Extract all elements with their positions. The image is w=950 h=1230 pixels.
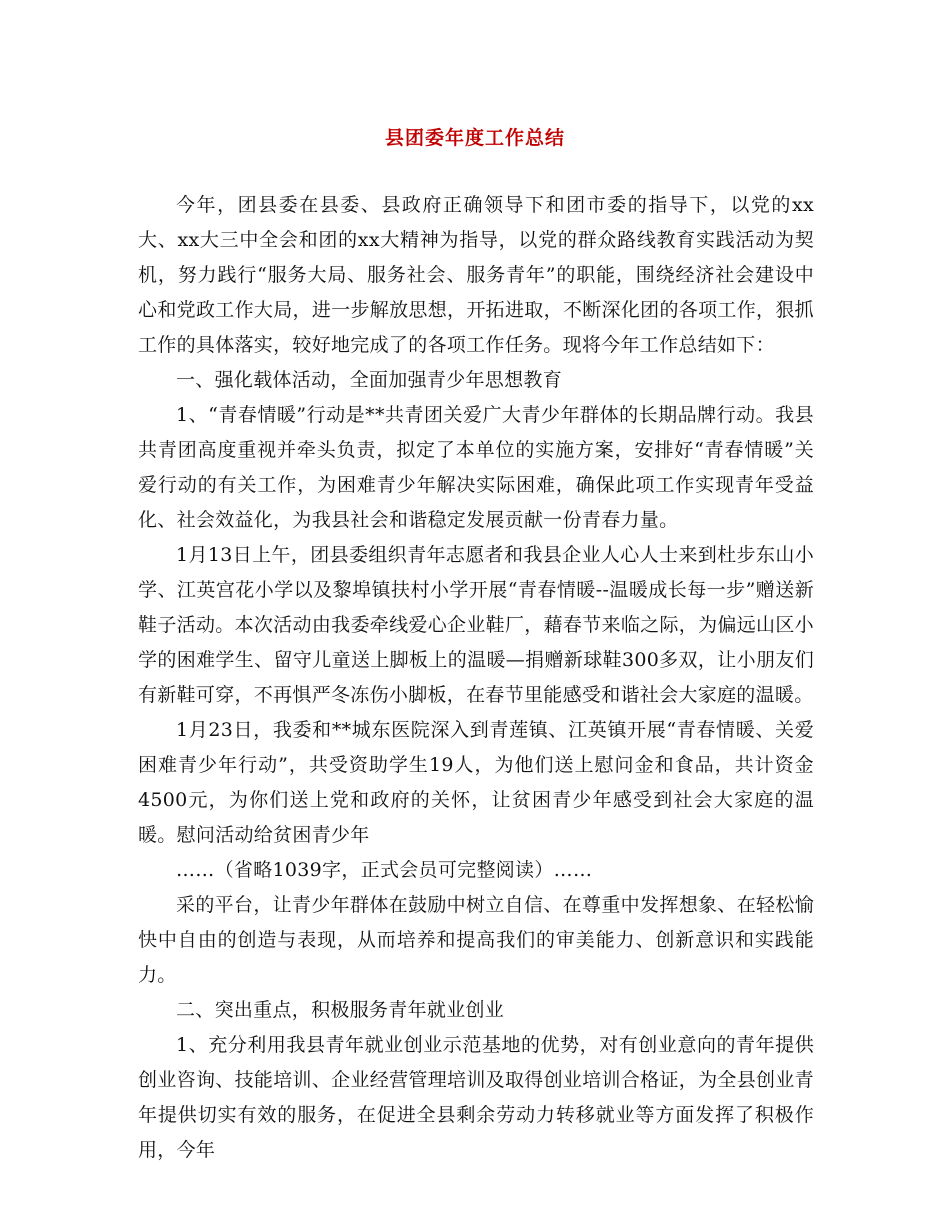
- paragraph-employment: 1、充分利用我县青年就业创业示范基地的优势，对有创业意向的青年提供创业咨询、技能培训、企业经营管理培训及取得创业培训合格证，为全县创业青年提供切实有效的服务，在促进全县剩余劳动力转移就业等方面发挥了积极作用，今年: [138, 1034, 814, 1161]
- paragraph-jan-13: 1月13日上午，团县委组织青年志愿者和我县企业人心人士来到杜步东山小学、江英宫花小学以及黎埠镇扶村小学开展“青春情暖--温暖成长每一步”赠送新鞋子活动。本次活动由我委牵线爱心企业鞋厂，藉春节来临之际，为偏远山区小学的困难学生、留守儿童送上脚板上的温暖—捐赠新球鞋300多双，让小朋友们有新鞋可穿，不再惧严冬冻伤小脚板，在春节里能感受和谐社会大家庭的温暖。: [138, 544, 814, 706]
- paragraph-continuation: 采的平台，让青少年群体在鼓励中树立自信、在尊重中发挥想象、在轻松愉快中自由的创造与表现，从而培养和提高我们的审美能力、创新意识和实践能力。: [138, 894, 814, 986]
- paragraph-jan-23: 1月23日，我委和**城东医院深入到青莲镇、江英镇开展“青春情暖、关爱困难青少年行动”，共受资助学生19人，为他们送上慰问金和食品，共计资金4500元，为你们送上党和政府的关怀，让贫困青少年感受到社会大家庭的温暖。慰问活动给贫困青少年: [138, 719, 814, 846]
- paragraph-intro: 今年，团县委在县委、县政府正确领导下和团市委的指导下，以党的xx大、xx大三中全会和团的xx大精神为指导，以党的群众路线教育实践活动为契机，努力践行“服务大局、服务社会、服务青年”的职能，围绕经济社会建设中心和党政工作大局，进一步解放思想，开拓进取，不断深化团的各项工作，狠抓工作的具体落实，较好地完成了的各项工作任务。现将今年工作总结如下：: [138, 194, 814, 356]
- document-body: [138, 188, 814, 1168]
- omission-notice: ……（省略1039字，正式会员可完整阅读）……: [176, 859, 593, 881]
- section-heading-1: 一、强化载体活动，全面加强青少年思想教育: [176, 369, 563, 391]
- section-heading-2: 二、突出重点，积极服务青年就业创业: [176, 999, 505, 1021]
- paragraph-item-1: 1、“青春情暖”行动是**共青团关爱广大青少年群体的长期品牌行动。我县共青团高度重视并牵头负责，拟定了本单位的实施方案，安排好“青春情暖”关爱行动的有关工作，为困难青少年解决实际困难，确保此项工作实现青年受益化、社会效益化，为我县社会和谐稳定发展贡献一份青春力量。: [138, 404, 814, 531]
- document-title: 县团委年度工作总结: [384, 127, 565, 149]
